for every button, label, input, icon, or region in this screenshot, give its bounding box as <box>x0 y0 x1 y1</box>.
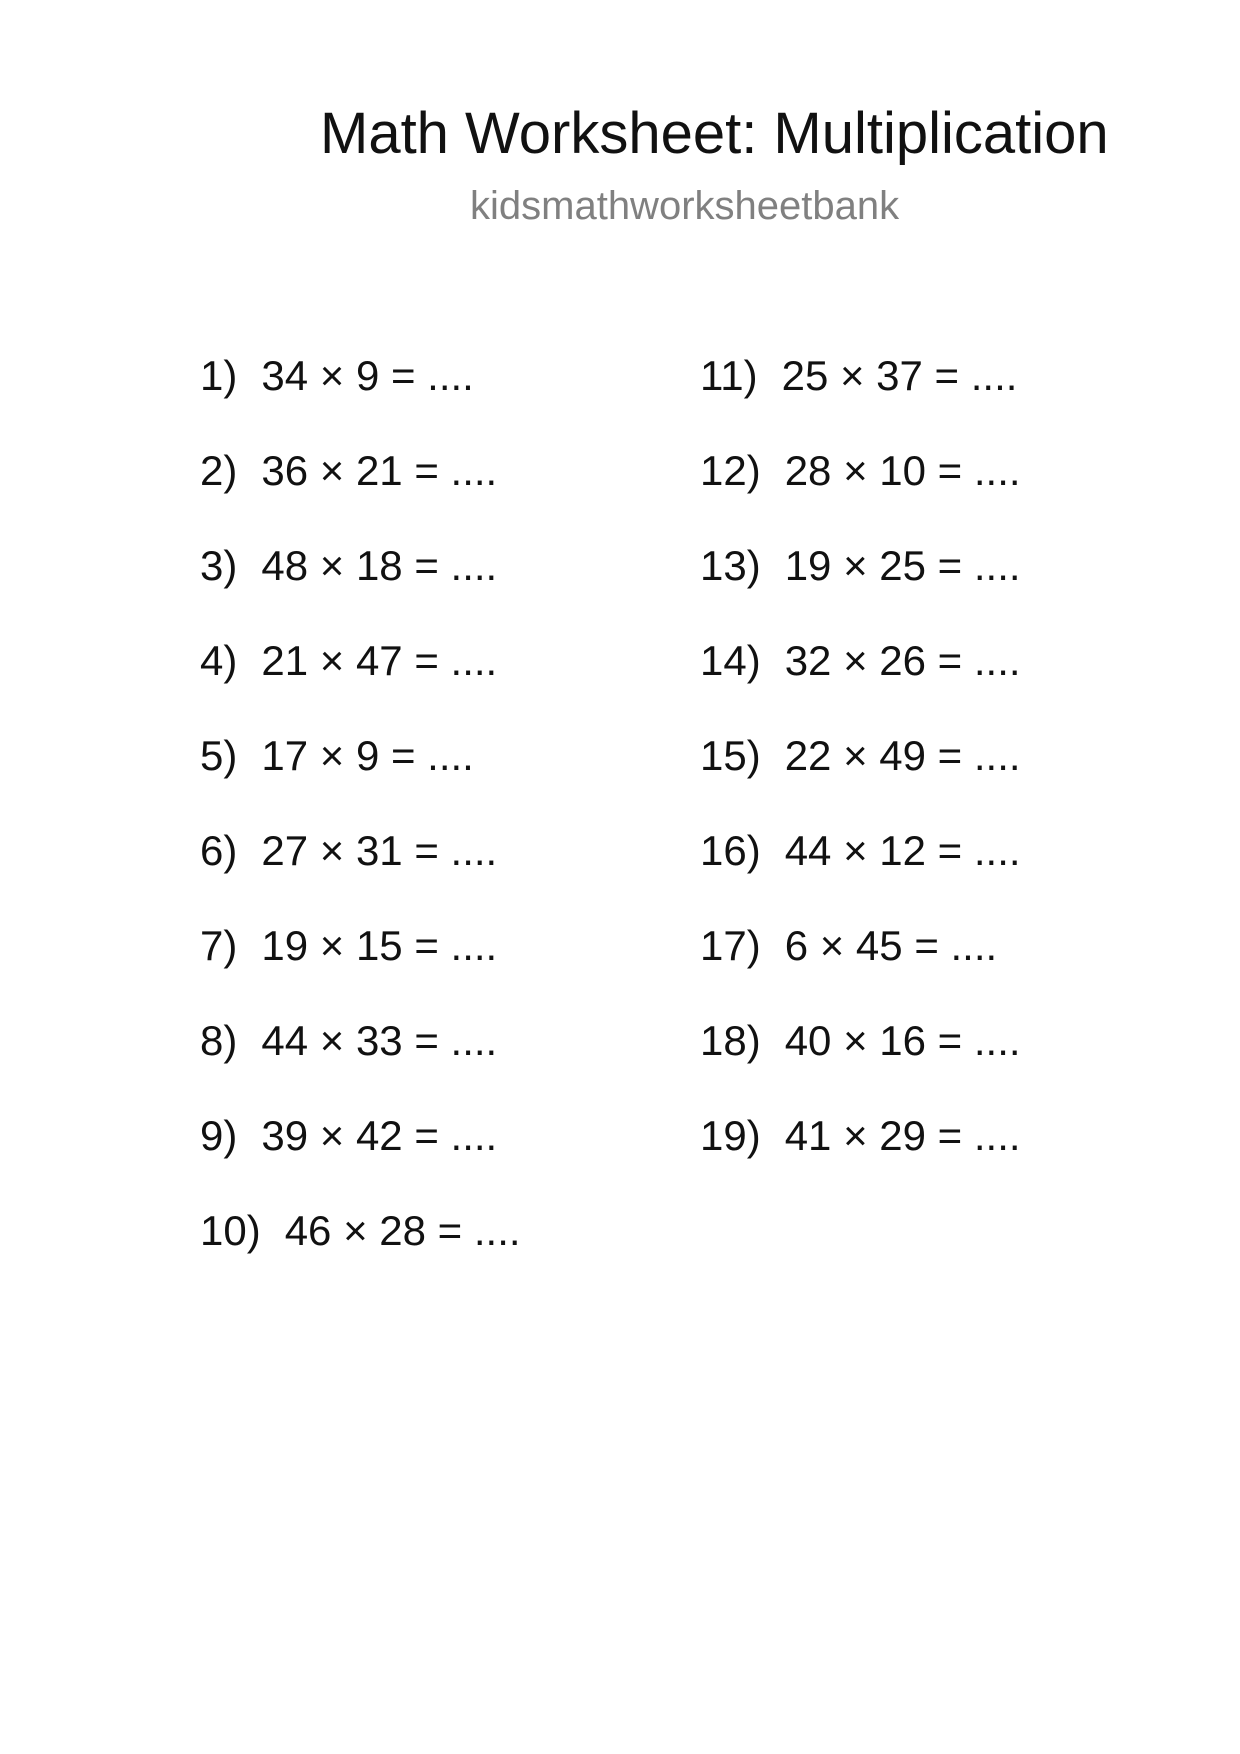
problem-number: 2) <box>200 447 238 494</box>
problem-number: 16) <box>700 827 761 874</box>
problem-expression: 34 × 9 = .... <box>261 352 474 399</box>
page-subtitle: kidsmathworksheetbank <box>470 184 900 228</box>
problem-expression: 44 × 12 = .... <box>784 827 1021 874</box>
problem-expression: 39 × 42 = .... <box>261 1112 498 1159</box>
problem-item <box>200 730 474 782</box>
problem-item <box>700 730 1021 782</box>
problem-expression: 46 × 28 = .... <box>284 1207 521 1254</box>
problem-expression: 6 × 45 = .... <box>784 922 998 969</box>
problem-item <box>200 1205 521 1257</box>
problem-item <box>700 920 997 972</box>
problem-item <box>200 445 497 497</box>
problem-item <box>200 825 497 877</box>
problem-item <box>700 1110 1021 1162</box>
problem-expression: 36 × 21 = .... <box>261 447 498 494</box>
problem-number: 8) <box>200 1017 238 1064</box>
problem-item <box>200 1015 497 1067</box>
problem-number: 5) <box>200 732 238 779</box>
problem-expression: 25 × 37 = .... <box>781 352 1018 399</box>
problem-number: 12) <box>700 447 761 494</box>
problem-expression: 48 × 18 = .... <box>261 542 498 589</box>
problem-expression: 17 × 9 = .... <box>261 732 474 779</box>
problem-expression: 32 × 26 = .... <box>784 637 1021 684</box>
page-title: Math Worksheet: Multiplication <box>320 101 1109 166</box>
problem-item <box>700 445 1021 497</box>
problem-number: 9) <box>200 1112 238 1159</box>
problem-item <box>700 1015 1021 1067</box>
problem-number: 3) <box>200 542 238 589</box>
problem-number: 14) <box>700 637 761 684</box>
problem-expression: 19 × 15 = .... <box>261 922 498 969</box>
problem-number: 11) <box>700 352 758 399</box>
problem-item <box>200 1110 497 1162</box>
problem-number: 4) <box>200 637 238 684</box>
problem-item <box>700 825 1021 877</box>
problem-expression: 44 × 33 = .... <box>261 1017 498 1064</box>
problem-expression: 40 × 16 = .... <box>784 1017 1021 1064</box>
problem-item <box>200 635 497 687</box>
problem-number: 17) <box>700 922 761 969</box>
problem-number: 19) <box>700 1112 761 1159</box>
problem-expression: 22 × 49 = .... <box>784 732 1021 779</box>
problem-number: 1) <box>200 352 238 399</box>
problem-expression: 19 × 25 = .... <box>784 542 1021 589</box>
problem-item <box>200 920 497 972</box>
problem-number: 6) <box>200 827 238 874</box>
problem-expression: 27 × 31 = .... <box>261 827 498 874</box>
problem-item <box>700 350 1017 402</box>
problem-item <box>700 635 1021 687</box>
problem-item <box>200 540 497 592</box>
problem-number: 7) <box>200 922 238 969</box>
problem-item <box>200 350 474 402</box>
problem-expression: 28 × 10 = .... <box>784 447 1021 494</box>
problem-expression: 21 × 47 = .... <box>261 637 498 684</box>
problem-number: 18) <box>700 1017 761 1064</box>
problem-number: 13) <box>700 542 761 589</box>
problem-number: 15) <box>700 732 761 779</box>
problem-number: 10) <box>200 1207 261 1254</box>
problem-item <box>700 540 1021 592</box>
problem-expression: 41 × 29 = .... <box>784 1112 1021 1159</box>
